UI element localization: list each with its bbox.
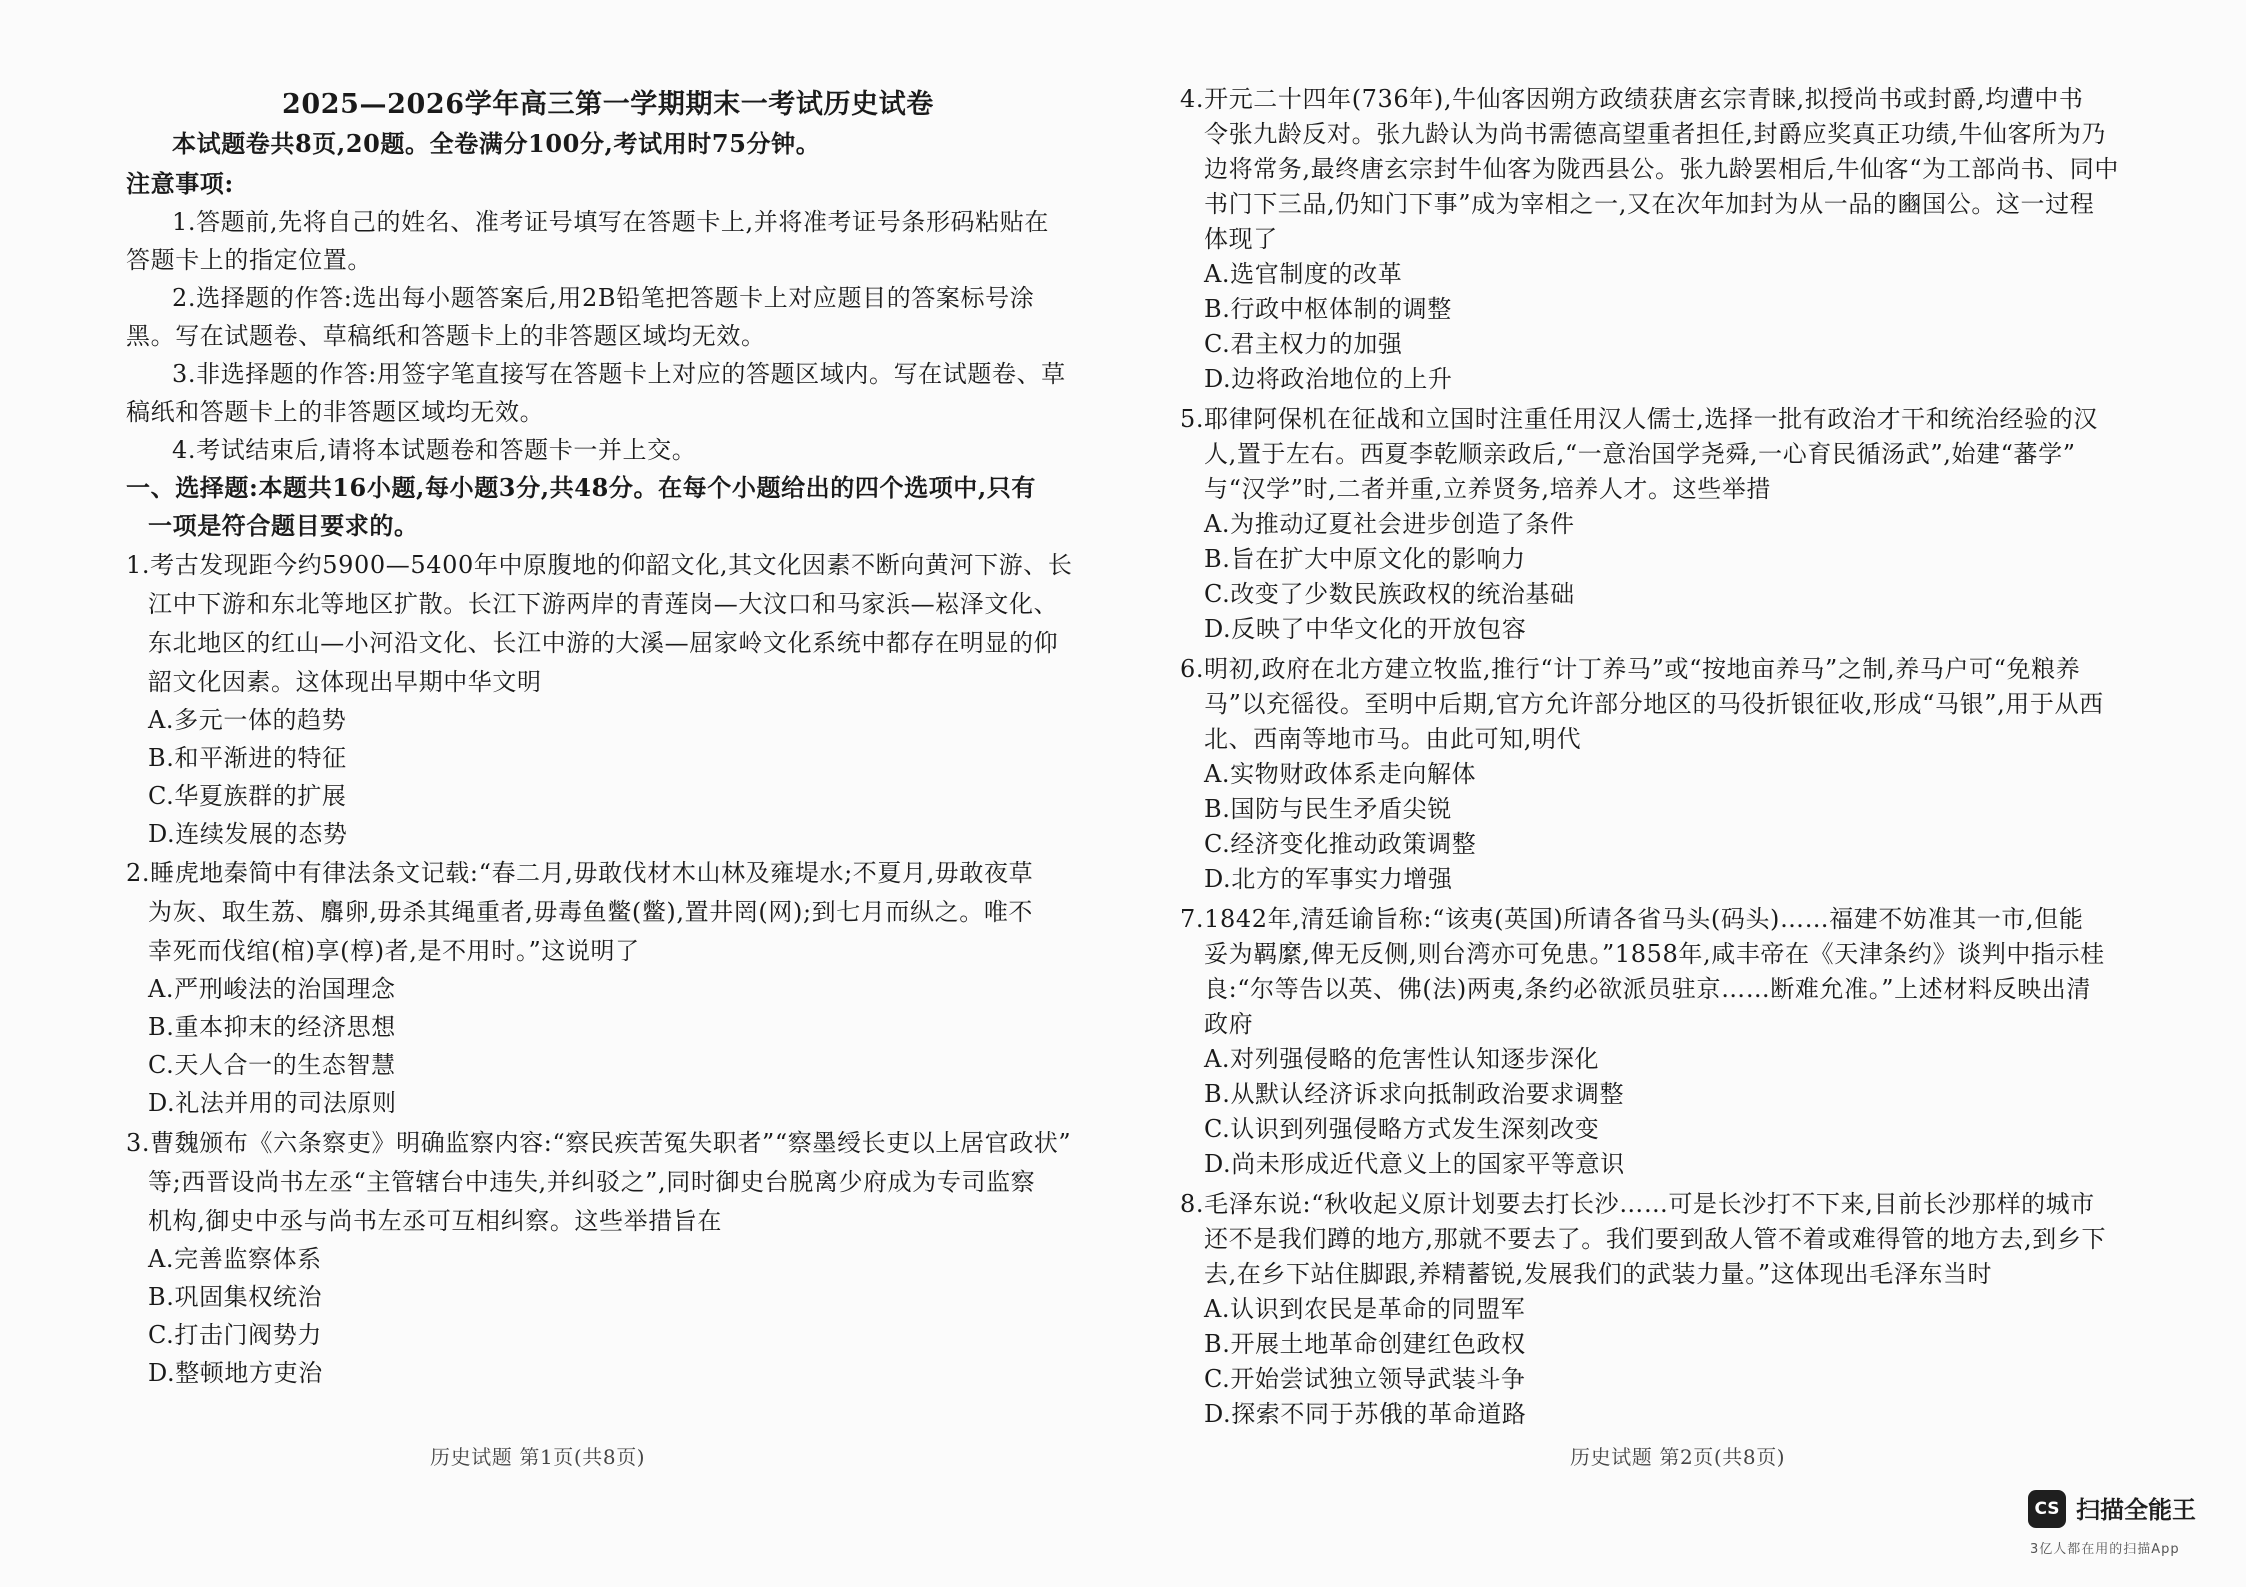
question-stem: 2.睡虎地秦简中有律法条文记载:“春二月,毋敢伐材木山林及雍堤水;不夏月,毋敢夜草: [126, 859, 1034, 887]
question-stem: 书门下三品,仍知门下事”成为宰相之一,又在次年加封为从一品的豳国公。这一过程: [1204, 190, 2095, 218]
question-stem: 幸死而伐绾(棺)享(椁)者,是不用时。”这说明了: [148, 937, 640, 965]
note-line: 稿纸和答题卡上的非答题区域均无效。: [126, 398, 545, 426]
option-b: B.从默认经济诉求向抵制政治要求调整: [1204, 1080, 1625, 1108]
option-d: D.尚未形成近代意义上的国家平等意识: [1204, 1150, 1625, 1178]
question-stem: 等;西晋设尚书左丞“主管辖台中违失,并纠驳之”,同时御史台脱离少府成为专司监察: [148, 1168, 1036, 1196]
question-stem: 人,置于左右。西夏李乾顺亲政后,“一意治国学尧舜,一心育民循汤武”,始建“蕃学”: [1204, 440, 2076, 468]
option-d: D.连续发展的态势: [148, 820, 348, 848]
option-c: C.打击门阀势力: [148, 1321, 322, 1349]
question-stem: 机构,御史中丞与尚书左丞可互相纠察。这些举措旨在: [148, 1207, 723, 1235]
option-a: A.选官制度的改革: [1204, 260, 1403, 288]
option-d: D.北方的军事实力增强: [1204, 865, 1453, 893]
option-b: B.开展土地革命创建红色政权: [1204, 1330, 1526, 1358]
option-c: C.天人合一的生态智慧: [148, 1051, 396, 1079]
camscanner-logo-icon: CS: [2028, 1490, 2066, 1528]
option-a: A.认识到农民是革命的同盟军: [1204, 1295, 1526, 1323]
section-heading: 一项是符合题目要求的。: [148, 511, 419, 540]
question-stem: 妥为羁縻,俾无反侧,则台湾亦可免患。”1858年,咸丰帝在《天津条约》谈判中指示桂: [1204, 940, 2105, 968]
question-stem: 东北地区的红山—小河沿文化、长江中游的大溪—屈家岭文化系统中都存在明显的仰: [148, 629, 1059, 657]
option-d: D.反映了中华文化的开放包容: [1204, 615, 1527, 643]
option-a: A.完善监察体系: [148, 1245, 322, 1273]
question-stem: 与“汉学”时,二者并重,立养贤务,培养人才。这些举措: [1204, 475, 1772, 503]
option-d: D.整顿地方吏治: [148, 1359, 323, 1387]
scanner-tagline: 3亿人都在用的扫描App: [2030, 1542, 2180, 1557]
question-stem: 5.耶律阿保机在征战和立国时注重任用汉人儒士,选择一批有政治才干和统治经验的汉: [1180, 405, 2098, 433]
option-a: A.实物财政体系走向解体: [1204, 760, 1477, 788]
option-b: B.旨在扩大中原文化的影响力: [1204, 545, 1526, 573]
option-b: B.和平渐进的特征: [148, 744, 347, 772]
note-line: 2.选择题的作答:选出每小题答案后,用2B铅笔把答题卡上对应题目的答案标号涂: [172, 284, 1035, 312]
option-b: B.巩固集权统治: [148, 1283, 323, 1311]
option-d: D.礼法并用的司法原则: [148, 1089, 397, 1117]
question-stem: 6.明初,政府在北方建立牧监,推行“计丁养马”或“按地亩养马”之制,养马户可“免粮养: [1180, 655, 2081, 683]
option-b: B.重本抑末的经济思想: [148, 1013, 396, 1041]
note-line: 4.考试结束后,请将本试题卷和答题卡一并上交。: [172, 436, 697, 464]
question-stem: 3.曹魏颁布《六条察吏》明确监察内容:“察民疾苦冤失职者”“察墨绶长吏以上居官政状”: [126, 1129, 1072, 1157]
section-heading: 一、选择题:本题共16小题,每小题3分,共48分。在每个小题给出的四个选项中,只有: [126, 473, 1037, 502]
question-stem: 7.1842年,清廷谕旨称:“该夷(英国)所请各省马头(码头)……福建不妨准其一市,但能: [1180, 905, 2084, 933]
exam-title: 2025—2026学年高三第一学期期末一考试历史试卷: [282, 89, 934, 120]
question-stem: 4.开元二十四年(736年),牛仙客因朔方政绩获唐玄宗青睐,拟授尚书或封爵,均遭中书: [1180, 85, 2084, 113]
note-line: 黑。写在试题卷、草稿纸和答题卡上的非答题区域均无效。: [126, 322, 766, 350]
note-line: 答题卡上的指定位置。: [126, 246, 372, 274]
note-line: 3.非选择题的作答:用签字笔直接写在答题卡上对应的答题区域内。写在试题卷、草: [172, 360, 1066, 388]
question-stem: 体现了: [1204, 225, 1278, 253]
option-c: C.改变了少数民族政权的统治基础: [1204, 580, 1575, 608]
question-stem: 马”以充徭役。至明中后期,官方允许部分地区的马役折银征收,形成“马银”,用于从西: [1204, 690, 2104, 718]
question-stem: 政府: [1204, 1010, 1254, 1038]
question-stem: 江中下游和东北等地区扩散。长江下游两岸的青莲岗—大汶口和马家浜—崧泽文化、: [148, 590, 1059, 618]
option-b: B.国防与民生矛盾尖锐: [1204, 795, 1452, 823]
question-stem: 令张九龄反对。张九龄认为尚书需德高望重者担任,封爵应奖真正功绩,牛仙客所为乃: [1204, 120, 2107, 148]
question-stem: 去,在乡下站住脚跟,养精蓄锐,发展我们的武装力量。”这体现出毛泽东当时: [1204, 1260, 1993, 1288]
option-a: A.对列强侵略的危害性认知逐步深化: [1204, 1045, 1600, 1073]
question-stem: 还不是我们蹲的地方,那就不要去了。我们要到敌人管不着或难得管的地方去,到乡下: [1204, 1225, 2107, 1253]
note-line: 1.答题前,先将自己的姓名、准考证号填写在答题卡上,并将准考证号条形码粘贴在: [172, 208, 1049, 236]
option-b: B.行政中枢体制的调整: [1204, 295, 1452, 323]
question-stem: 边将常务,最终唐玄宗封牛仙客为陇西县公。张九龄罢相后,牛仙客“为工部尚书、同中: [1204, 155, 2119, 183]
notes-heading: 注意事项:: [126, 169, 234, 198]
option-a: A.为推动辽夏社会进步创造了条件: [1204, 510, 1575, 538]
option-c: C.开始尝试独立领导武装斗争: [1204, 1365, 1526, 1393]
question-stem: 8.毛泽东说:“秋收起义原计划要去打长沙……可是长沙打不下来,目前长沙那样的城市: [1180, 1190, 2095, 1218]
question-stem: 1.考古发现距今约5900—5400年中原腹地的仰韶文化,其文化因素不断向黄河下游、长: [126, 551, 1073, 579]
option-c: C.经济变化推动政策调整: [1204, 830, 1477, 858]
question-stem: 良:“尔等告以英、佛(法)两夷,条约必欲派员驻京……断难允准。”上述材料反映出清: [1204, 975, 2091, 1003]
question-stem: 韶文化因素。这体现出早期中华文明: [148, 668, 542, 696]
option-a: A.多元一体的趋势: [148, 706, 347, 734]
option-d: D.探索不同于苏俄的革命道路: [1204, 1400, 1527, 1428]
option-c: C.认识到列强侵略方式发生深刻改变: [1204, 1115, 1600, 1143]
page-footer: 历史试题 第1页(共8页): [430, 1445, 646, 1469]
option-c: C.君主权力的加强: [1204, 330, 1403, 358]
exam-intro: 本试题卷共8页,20题。全卷满分100分,考试用时75分钟。: [172, 129, 821, 158]
option-d: D.边将政治地位的上升: [1204, 365, 1453, 393]
page-footer: 历史试题 第2页(共8页): [1570, 1445, 1786, 1469]
option-c: C.华夏族群的扩展: [148, 782, 347, 810]
question-stem: 为灰、取生荔、麛卵,毋杀其绳重者,毋毒鱼鳖(鳖),置井罔(网);到七月而纵之。唯不: [148, 898, 1034, 926]
question-stem: 北、西南等地市马。由此可知,明代: [1204, 725, 1582, 753]
scanner-app-name: 扫描全能王: [2076, 1496, 2196, 1524]
option-a: A.严刑峻法的治国理念: [148, 975, 396, 1003]
